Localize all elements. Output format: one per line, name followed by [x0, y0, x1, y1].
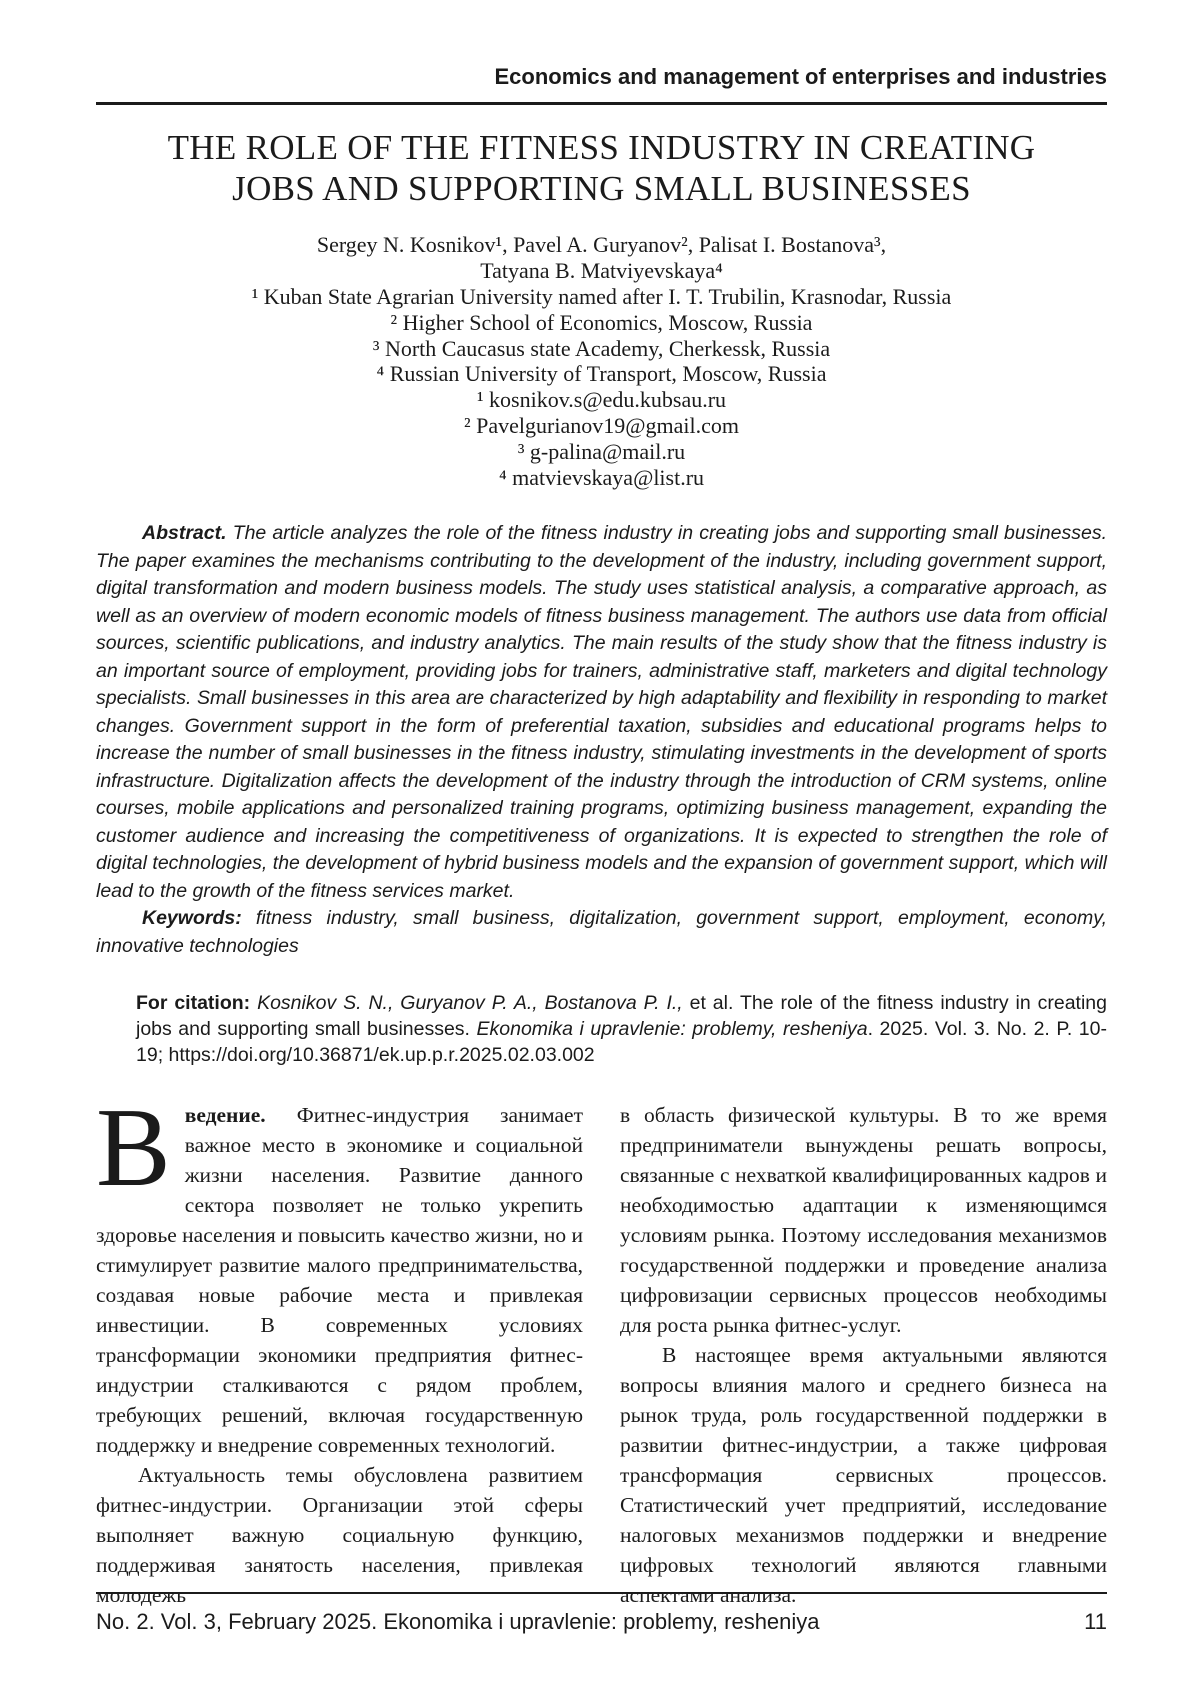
page-footer: [96, 1592, 1107, 1635]
authors-block: [96, 232, 1107, 490]
abstract-text: The article analyzes the role of the fitness industry in creating jobs and supporting small businesses. The paper examines the mechanisms contributing to the development of the industry, including government support, digital transformation and modern business models. The study uses statistical analysis, a comparative approach, as well as an overview of modern economic models of fitness business management. The authors use data from official sources, scientific publications, and industry analytics. The main results of the study show that the fitness industry is an important source of employment, providing jobs for trainers, administrative staff, marketers and digital technology specialists. Small businesses in this area are characterized by high adaptability and flexibility in responding to market changes. Government support in the form of preferential taxation, subsidies and educational programs helps to increase the number of small businesses in the fitness industry, stimulating investments in the development of sports infrastructure. Digitalization affects the development of the industry through the introduction of CRM systems, online courses, mobile applications and personalized training programs, optimizing business management, expanding the customer audience and increasing the competitiveness of organizations. It is expected to strengthen the role of digital technologies, the development of hybrid business models and the expansion of government support, which will lead to the growth of the fitness services market.: [96, 522, 1108, 902]
citation-tail: . 2025. Vol. 3. No. 2. P. 10-19; https://doi.org/10.36871/ek.up.p.r.2025.02.03.002: [136, 1018, 1107, 1067]
email-line: ⁴ matvievskaya@list.ru: [498, 464, 705, 490]
affiliation-line: ² Higher School of Economics, Moscow, Russia: [390, 309, 813, 335]
email-line: ³ g-palina@mail.ru: [517, 438, 686, 464]
column-right: [620, 1100, 1107, 1610]
intro-paragraph-text: Фитнес-индустрия занимает важное место в экономике и социальной жизни населения. Развитие данного сектора позволяет не только укрепить здоровье населения и повысить качество жизни, но и стимулирует развитие малого предпринимательства, создавая новые рабочие места и привлекая инвестиции. В современных условиях трансформации экономики предприятия фитнес-индустрии сталкиваются с рядом проблем, требующих решений, включая государственную поддержку и внедрение современных технологий.: [96, 1103, 583, 1458]
affiliation-line: ⁴ Russian University of Transport, Moscow, Russia: [376, 361, 827, 387]
citation-label: For citation:: [136, 992, 251, 1015]
left-paragraph-2: Актуальность темы обусловлена развитием фитнес-индустрии. Организации этой сферы выполняет важную социальную функцию, поддерживая занятость населения, привлекая молодежь: [96, 1463, 583, 1608]
citation-block: [136, 990, 1107, 1068]
column-left: [96, 1086, 583, 1610]
page-content: [96, 64, 1107, 1610]
keywords-text: fitness industry, small business, digitalization, government support, employment, economy, innovative technologies: [96, 907, 1107, 957]
article-columns: [96, 1086, 1107, 1610]
footer-journal-line: No. 2. Vol. 3, February 2025. Ekonomika i upravlenie: problemy, resheniya: [96, 1609, 820, 1634]
title-line-1: THE ROLE OF THE FITNESS INDUSTRY IN CREATING: [167, 128, 1036, 167]
abstract-block: [96, 520, 1107, 960]
footer-page-number: 11: [1084, 1609, 1107, 1634]
drop-cap: В: [96, 1086, 171, 1211]
keywords-label: Keywords:: [142, 907, 242, 930]
abstract-label: Abstract.: [142, 522, 227, 545]
right-paragraph-2: В настоящее время актуальными являются вопросы влияния малого и среднего бизнеса на рынок труда, роль государственной поддержки в развитии фитнес-индустрии, а также цифровая трансформация сервисных процессов. Статистический учет предприятий, исследование налоговых механизмов поддержки и внедрение цифровых технологий являются главными аспектами анализа.: [620, 1343, 1107, 1608]
page-title: [96, 127, 1107, 209]
running-head: Economics and management of enterprises and industries: [494, 64, 1107, 89]
authors-names-line-1: Sergey N. Kosnikov¹, Pavel A. Guryanov², Palisat I. Bostanova³,: [316, 232, 887, 258]
email-line: ² Pavelgurianov19@gmail.com: [464, 413, 739, 439]
email-line: ¹ kosnikov.s@edu.kubsau.ru: [476, 387, 727, 413]
citation-authors: Kosnikov S. N., Guryanov P. A., Bostanova P. I.,: [257, 992, 683, 1015]
title-line-2: JOBS AND SUPPORTING SMALL BUSINESSES: [232, 169, 971, 208]
citation-middle: et al. The role of the fitness industry in creating jobs and supporting small businesses.: [136, 992, 1107, 1041]
authors-names-line-2: Tatyana B. Matviyevskaya⁴: [480, 258, 723, 284]
right-paragraph-1: в область физической культуры. В то же время предприниматели вынуждены решать вопросы, связанные с нехваткой квалифицированных кадров и необходимостью адаптации к изменяющимся условиям рынка. Поэтому исследования механизмов государственной поддержки и проведение анализа цифровизации сервисных процессов необходимы для роста рынка фитнес-услуг.: [620, 1103, 1107, 1338]
abstract-paragraph: [96, 520, 1107, 905]
intro-lead-word: ведение.: [184, 1103, 266, 1128]
citation-journal: Ekonomika i upravlenie: problemy, resheniya: [476, 1018, 868, 1041]
keywords-paragraph: [96, 905, 1107, 960]
affiliation-line: ¹ Kuban State Agrarian University named after I. T. Trubilin, Krasnodar, Russia: [251, 284, 952, 310]
header-rule: [96, 102, 1107, 105]
intro-paragraph: [96, 1086, 583, 1460]
footer-row: [96, 1594, 1107, 1635]
affiliation-line: ³ North Caucasus state Academy, Cherkessk, Russia: [372, 335, 831, 361]
